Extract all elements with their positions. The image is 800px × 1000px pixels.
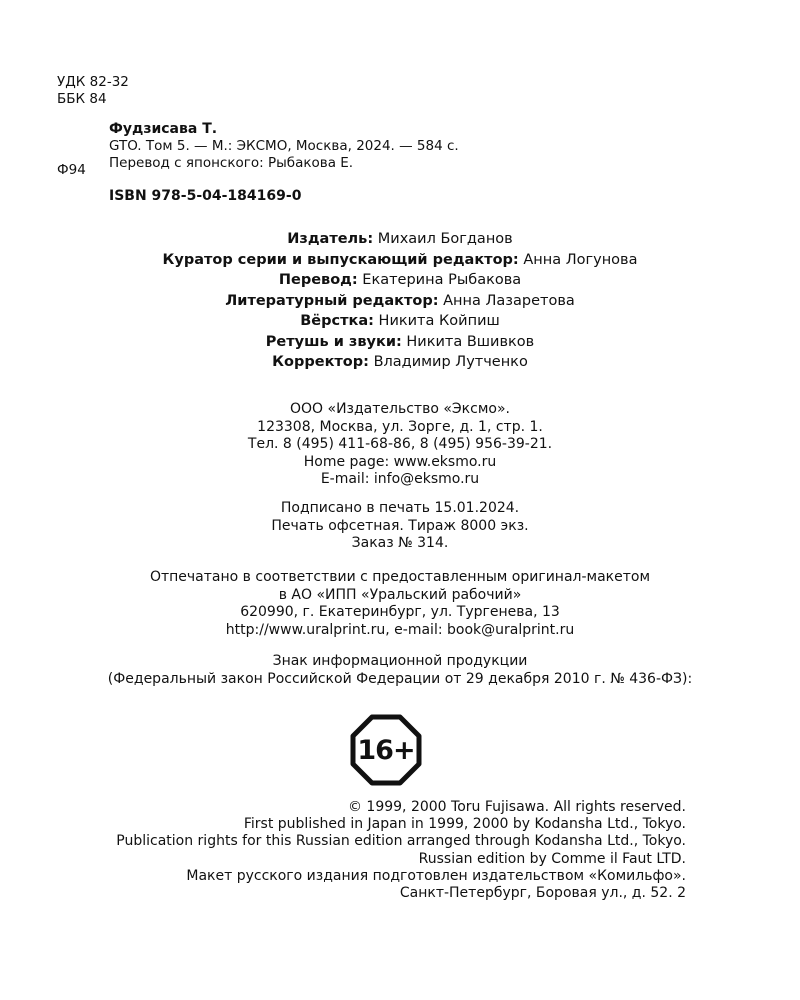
credit-role: Вёрстка: — [300, 313, 374, 329]
printer-line: http://www.uralprint.ru, e-mail: book@uralprint.ru — [225, 621, 575, 638]
print-line: Печать офсетная. Тираж 8000 экз. — [271, 517, 529, 534]
copyright-line: Publication rights for this Russian edition arranged through Kodansha Ltd., Tokyo. — [116, 833, 686, 850]
info-sign-line: Знак информационной продукции — [272, 653, 528, 669]
credit-row — [0, 311, 800, 332]
bib-translation-line: Перевод с японского: Рыбакова Е. — [109, 155, 354, 171]
credit-name: Владимир Лутченко — [373, 354, 528, 370]
credit-name: Никита Вшивков — [406, 333, 535, 350]
info-sign-law: (Федеральный закон Российской Федерации от 29 декабря 2010 г. № 436-ФЗ): — [107, 670, 693, 687]
address-line: Home page: www.eksmo.ru — [303, 453, 497, 470]
credits-block — [0, 229, 800, 373]
printer-line: 620990, г. Екатеринбург, ул. Тургенева, 13 — [240, 604, 560, 620]
age-rating-label: 16+ — [357, 734, 415, 766]
bbk-code: ББК 84 — [57, 91, 107, 107]
print-info — [0, 500, 800, 553]
address-line: ООО «Издательство «Эксмо». — [290, 401, 510, 417]
credit-name: Екатерина Рыбакова — [362, 272, 522, 288]
copyright-line: Макет русского издания подготовлен издательством «Комильфо». — [186, 867, 686, 884]
credit-role: Перевод: — [278, 272, 358, 288]
copyright-line: First published in Japan in 1999, 2000 by Kodansha Ltd., Tokyo. — [243, 816, 686, 833]
publisher-address — [0, 401, 800, 489]
credit-role: Ретушь и звуки: — [265, 333, 402, 350]
credit-name: Анна Лазаретова — [443, 292, 575, 309]
credit-row — [0, 229, 800, 250]
credit-row — [0, 270, 800, 291]
copyright-block — [116, 799, 686, 902]
credit-row — [0, 250, 800, 271]
address-line: E-mail: info@eksmo.ru — [320, 471, 480, 487]
bib-author: Фудзисава Т. — [109, 121, 218, 137]
udk-code: УДК 82-32 — [57, 74, 129, 90]
credit-role: Куратор серии и выпускающий редактор: — [162, 251, 519, 268]
address-line: Тел. 8 (495) 411-68-86, 8 (495) 956-39-21. — [247, 436, 553, 452]
bib-title-line: GTO. Том 5. — М.: ЭКСМО, Москва, 2024. — 584 с. — [109, 138, 459, 154]
credit-role: Издатель: — [287, 231, 374, 247]
address-line: 123308, Москва, ул. Зорге, д. 1, стр. 1. — [257, 418, 543, 435]
credit-role: Литературный редактор: — [225, 292, 439, 309]
age-rating-badge — [350, 714, 422, 786]
credit-row — [0, 291, 800, 312]
credit-name: Михаил Богданов — [377, 231, 513, 247]
copyright-line: © 1999, 2000 Toru Fujisawa. All rights reserved. — [347, 799, 686, 815]
credit-name: Анна Логунова — [523, 251, 638, 268]
credit-row — [0, 352, 800, 373]
copyright-line: Санкт-Петербург, Боровая ул., д. 52. 2 — [399, 885, 686, 902]
info-sign-text — [0, 653, 800, 688]
author-mark: Ф94 — [57, 162, 86, 178]
printer-line: в АО «ИПП «Уральский рабочий» — [278, 586, 522, 603]
printer-line: Отпечатано в соответствии с предоставленным оригинал-макетом — [149, 569, 651, 585]
credit-role: Корректор: — [272, 354, 369, 370]
print-line: Заказ № 314. — [351, 535, 449, 551]
printer-info — [0, 569, 800, 639]
credit-row — [0, 332, 800, 353]
credit-name: Никита Койпиш — [378, 313, 500, 329]
print-line: Подписано в печать 15.01.2024. — [280, 500, 520, 516]
copyright-line: Russian edition by Comme il Faut LTD. — [418, 850, 686, 867]
isbn: ISBN 978-5-04-184169-0 — [109, 188, 302, 204]
